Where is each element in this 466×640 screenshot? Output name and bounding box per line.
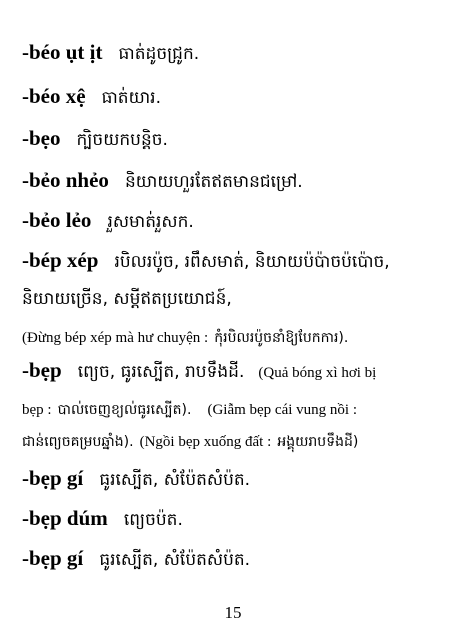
gloss: និយាយច្រើន, សម្ដីឥតប្រយោជន៍, xyxy=(22,289,232,309)
entry-line xyxy=(22,40,456,66)
entry-line xyxy=(22,506,456,532)
headword: -bẹp dúm xyxy=(22,506,108,530)
gloss: ព្យេចប៉ត. xyxy=(123,510,183,530)
example-km: ជាន់ព្យេចគម្របឆ្នាំង). xyxy=(22,434,134,450)
example-line xyxy=(22,396,456,422)
entry-line xyxy=(22,84,456,110)
headword: -bẻo nhẻo xyxy=(22,168,109,192)
example-vi: (Giẫm bẹp cái vung nồi : xyxy=(207,402,357,418)
headword: -béo xệ xyxy=(22,84,86,108)
example-vi: (Quả bóng xì hơi bị xyxy=(258,365,377,381)
entry-line xyxy=(22,248,456,274)
headword: -bẹp gí xyxy=(22,466,84,490)
example-vi: bẹp : xyxy=(22,402,52,418)
gloss: និយាយហួរតែឥតមានជម្រៅ. xyxy=(124,172,303,192)
gloss: រួសមាត់រួសក. xyxy=(107,212,194,232)
entry-line xyxy=(22,168,456,194)
gloss: ក្បិចយកបន្តិច. xyxy=(76,130,168,150)
headword: -béo ụt ịt xyxy=(22,40,103,64)
gloss: ធូរស្បើត, សំប៉ែតសំប៉ត. xyxy=(99,550,251,570)
gloss: ធូរស្បើត, សំប៉ែតសំប៉ត. xyxy=(99,470,251,490)
headword: -bép xép xyxy=(22,248,99,272)
gloss: ធាត់ដូចជ្រូក. xyxy=(118,44,200,64)
example-km: កុំរបិលរប៉ូចនាំឱ្យបែកការ). xyxy=(214,330,349,346)
example-line xyxy=(22,428,456,454)
example-km: អង្គុយរាបទឹងដី) xyxy=(277,434,359,450)
headword: -bẹp gí xyxy=(22,546,84,570)
headword: -bẹo xyxy=(22,126,61,150)
entry-line xyxy=(22,466,456,492)
entry-line xyxy=(22,546,456,572)
example-vi: (Đừng bép xép mà hư chuyện : xyxy=(22,330,209,346)
headword: -bẹp xyxy=(22,358,62,382)
example-km: បាល់ចេញខ្យល់ធូរស្បើត). xyxy=(57,402,192,418)
entry-line xyxy=(22,126,456,152)
example-vi: (Ngồi bẹp xuống đất : xyxy=(139,434,272,450)
gloss: ធាត់យារ. xyxy=(101,88,161,108)
gloss-continuation xyxy=(22,286,456,311)
headword: -bẻo lẻo xyxy=(22,208,92,232)
page-number: 15 xyxy=(224,603,242,622)
entry-line xyxy=(22,208,456,234)
entry-line xyxy=(22,358,456,385)
gloss: របិលរប៉ូច, រពឹសមាត់, និយាយប៉ប៉ាចប៉ប៉ោច, xyxy=(114,252,390,272)
gloss: ព្យេច, ធូរស្បើត, រាបទឹងដី. xyxy=(77,362,245,382)
example-line xyxy=(22,324,456,350)
